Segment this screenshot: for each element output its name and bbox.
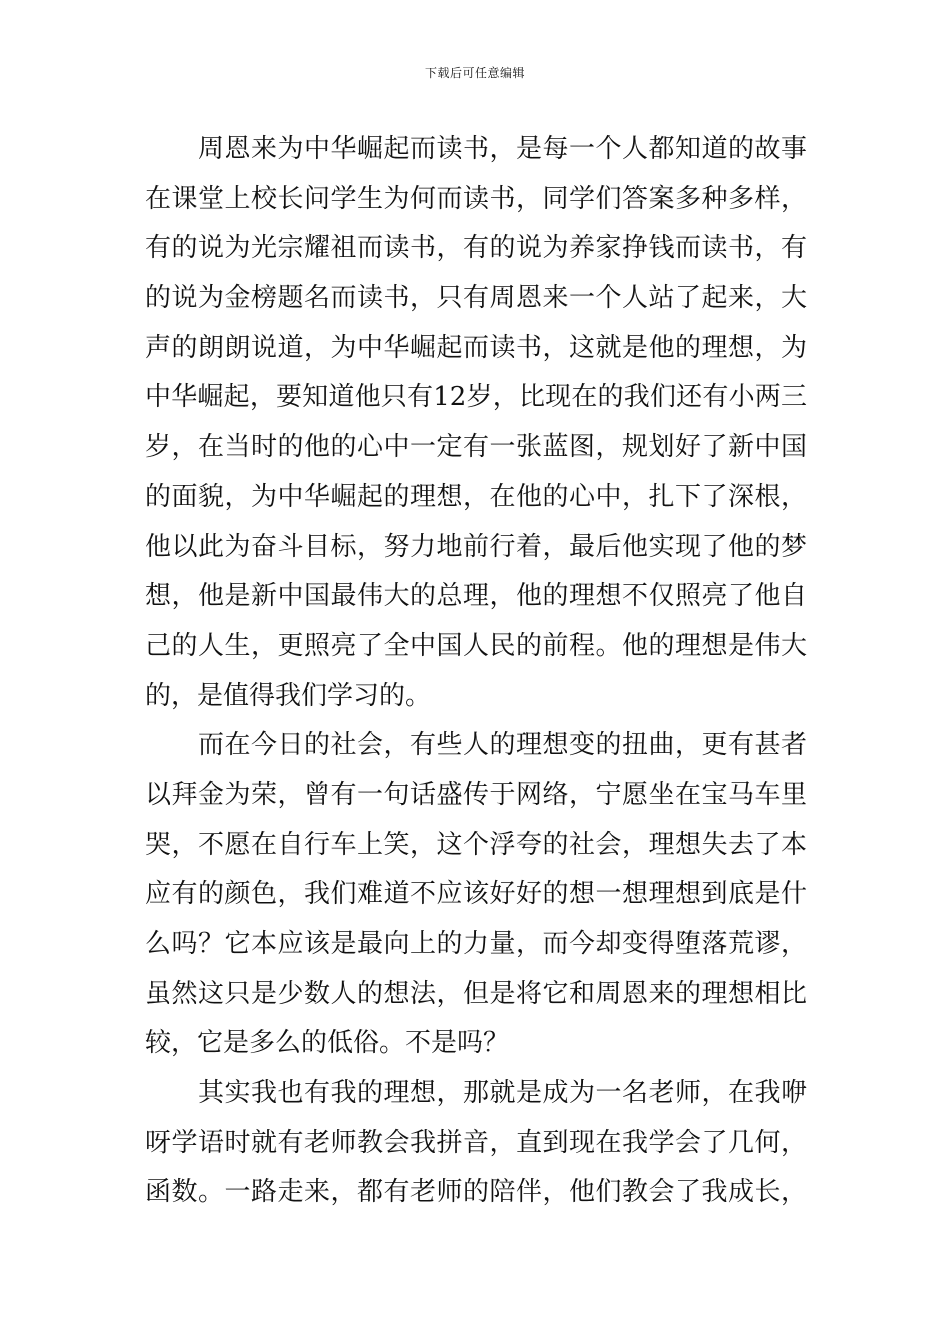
paragraph-3: [145, 1075, 807, 1224]
text-line: 其实我也有我的理想，那就是成为一名老师，在我咿: [198, 1078, 807, 1109]
paragraph-1: [145, 131, 807, 727]
text-line: 而在今日的社会，有些人的理想变的扭曲，更有甚者: [198, 730, 807, 761]
text-line: 想，他是新中国最伟大的总理，他的理想不仅照亮了他自: [145, 581, 807, 612]
text-line: 呀学语时就有老师教会我拼音，直到现在我学会了几何，: [145, 1127, 807, 1158]
text-line: 哭，不愿在自行车上笑，这个浮夸的社会，理想失去了本: [145, 829, 807, 860]
text-line: 以拜金为荣，曾有一句话盛传于网络，宁愿坐在宝马车里: [145, 779, 807, 810]
text-line: 的说为金榜题名而读书，只有周恩来一个人站了起来，大: [145, 283, 807, 314]
text-line: 较，它是多么的低俗。不是吗？: [145, 1028, 510, 1059]
text-line: 他以此为奋斗目标，努力地前行着，最后他实现了他的梦: [145, 531, 807, 562]
text-line: 己的人生，更照亮了全中国人民的前程。他的理想是伟大: [145, 630, 807, 661]
text-line: 函数。一路走来，都有老师的陪伴，他们教会了我成长，: [145, 1177, 807, 1208]
text-line: 岁，在当时的他的心中一定有一张蓝图，规划好了新中国: [145, 432, 807, 463]
text-line: 有的说为光宗耀祖而读书，有的说为养家挣钱而读书，有: [145, 233, 807, 264]
text-line: 么吗？它本应该是最向上的力量，而今却变得堕落荒谬，: [145, 929, 807, 959]
page-header: 下载后可任意编辑: [424, 66, 525, 80]
text-line: 声的朗朗说道，为中华崛起而读书，这就是他的理想，为: [145, 332, 807, 363]
paragraph-2: [145, 727, 807, 1075]
text-line: 中华崛起，要知道他只有12岁，比现在的我们还有小两三: [145, 382, 807, 413]
text-line: 应有的颜色，我们难道不应该好好的想一想理想到底是什: [145, 879, 807, 910]
text-line: 在课堂上校长问学生为何而读书，同学们答案多种多样，: [145, 183, 807, 214]
text-line: 的面貌，为中华崛起的理想，在他的心中，扎下了深根，: [145, 481, 807, 512]
text-line: 的，是值得我们学习的。: [145, 680, 432, 711]
document-body: [145, 131, 807, 1224]
text-line: 周恩来为中华崛起而读书，是每一个人都知道的故事: [198, 134, 807, 164]
text-line: 虽然这只是少数人的想法，但是将它和周恩来的理想相比: [145, 978, 807, 1009]
